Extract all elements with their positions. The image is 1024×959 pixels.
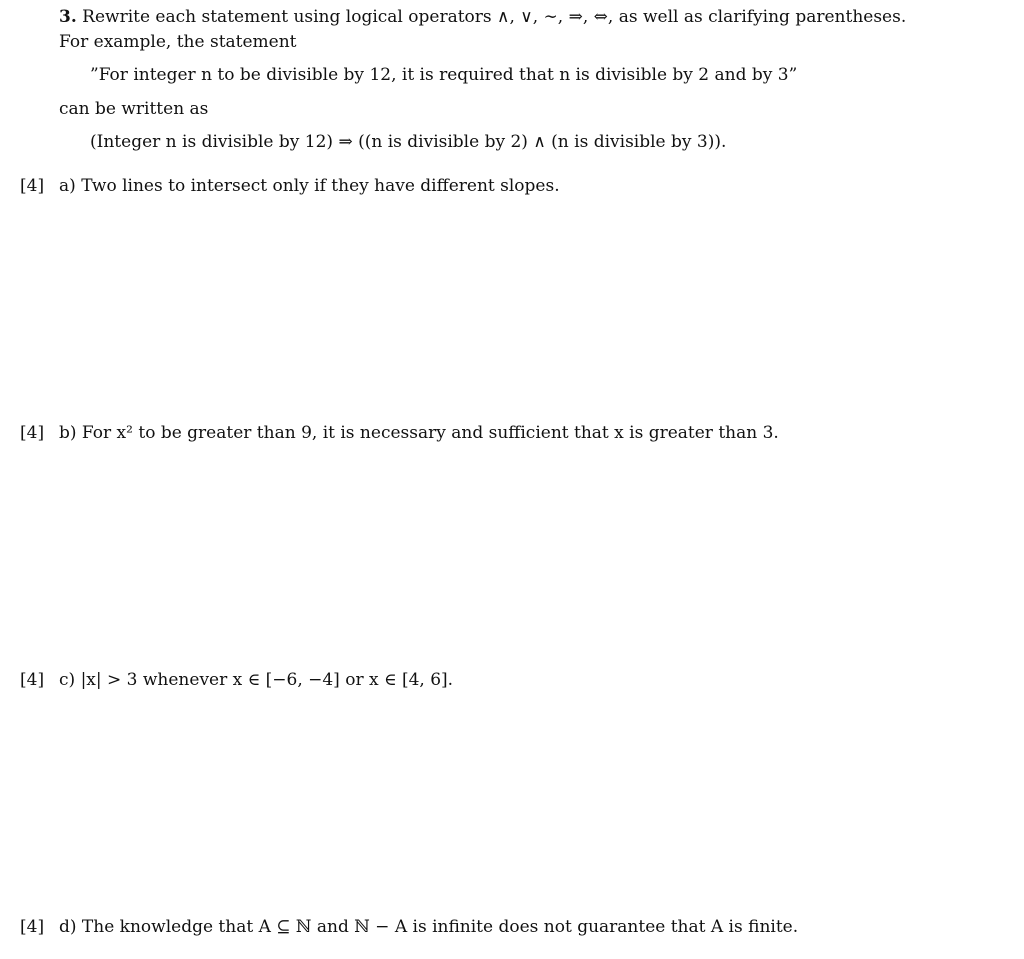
question-intro-line2: For example, the statement: [59, 32, 297, 52]
part-d-marks: [4]: [20, 917, 45, 937]
example-logic: (Integer n is divisible by 12) ⇒ ((n is divisible by 2) ∧ (n is divisible by 3)).: [90, 132, 727, 152]
part-c-label: c): [59, 670, 76, 690]
part-b-statement: [59, 422, 779, 446]
part-c-text: |x| > 3 whenever x ∈ [−6, −4] or x ∈ [4, 6].: [80, 670, 454, 690]
part-c-marks: [4]: [20, 670, 45, 690]
part-a-statement: [59, 175, 560, 199]
question-intro-line1: [59, 6, 906, 30]
part-d-text: The knowledge that A ⊆ ℕ and ℕ − A is infinite does not guarantee that A is finite.: [81, 917, 799, 937]
part-d-label: d): [59, 917, 77, 937]
part-b-text: For x² to be greater than 9, it is necessary and sufficient that x is greater than 3.: [81, 423, 779, 443]
can-be-written-as: can be written as: [59, 99, 209, 119]
part-a-marks: [4]: [20, 176, 45, 196]
part-a-label: a): [59, 176, 76, 196]
part-d-statement: [59, 916, 798, 940]
example-quote: ”For integer n to be divisible by 12, it is required that n is divisible by 2 and by 3”: [90, 65, 798, 85]
part-b-label: b): [59, 423, 77, 443]
question-number: 3.: [59, 7, 77, 27]
part-b-marks: [4]: [20, 423, 45, 443]
part-c-statement: [59, 669, 453, 693]
part-a-text: Two lines to intersect only if they have different slopes.: [81, 176, 560, 196]
question-intro-text: Rewrite each statement using logical operators ∧, ∨, ∼, ⇒, ⇔, as well as clarifying parentheses.: [82, 7, 907, 27]
